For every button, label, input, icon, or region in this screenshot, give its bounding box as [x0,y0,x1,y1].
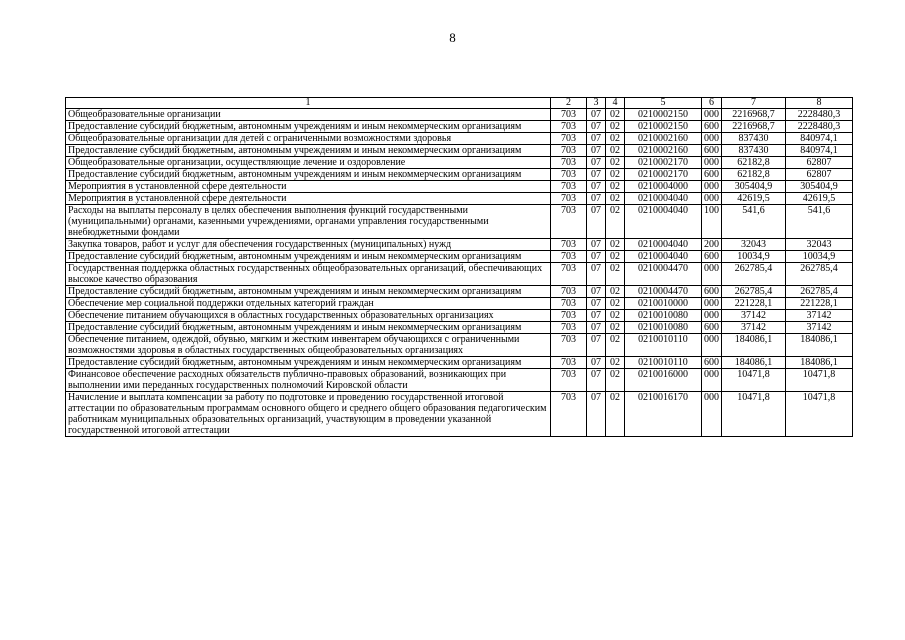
ministry-code: 703 [551,310,587,322]
row-name: Предоставление субсидий бюджетным, автономным учреждениям и иным некоммерческим организациям [66,251,551,263]
ministry-code: 703 [551,357,587,369]
subsection-code: 02 [606,286,625,298]
row-name: Предоставление субсидий бюджетным, автономным учреждениям и иным некоммерческим организациям [66,145,551,157]
section-code: 07 [587,263,606,286]
subsection-code: 02 [606,392,625,437]
row-name: Обеспечение мер социальной поддержки отдельных категорий граждан [66,298,551,310]
amount-year-1: 10034,9 [722,251,786,263]
subsection-code: 02 [606,109,625,121]
section-code: 07 [587,121,606,133]
subsection-code: 02 [606,157,625,169]
table-row [66,334,853,357]
subsection-code: 02 [606,334,625,357]
header-cell: 6 [702,98,722,109]
amount-year-2: 37142 [786,322,853,334]
section-code: 07 [587,298,606,310]
ministry-code: 703 [551,334,587,357]
ministry-code: 703 [551,145,587,157]
table-row [66,205,853,239]
target-article-code: 0210010110 [625,334,702,357]
table-row [66,239,853,251]
amount-year-2: 262785,4 [786,286,853,298]
subsection-code: 02 [606,169,625,181]
amount-year-2: 10471,8 [786,392,853,437]
ministry-code: 703 [551,263,587,286]
amount-year-1: 262785,4 [722,286,786,298]
amount-year-2: 262785,4 [786,263,853,286]
table-row [66,369,853,392]
ministry-code: 703 [551,193,587,205]
amount-year-1: 10471,8 [722,369,786,392]
amount-year-2: 221228,1 [786,298,853,310]
amount-year-2: 184086,1 [786,334,853,357]
amount-year-1: 37142 [722,310,786,322]
row-name: Государственная поддержка областных государственных общеобразовательных организаций, обеспечивающих высокое качество образования [66,263,551,286]
target-article-code: 0210002170 [625,157,702,169]
amount-year-2: 2228480,3 [786,109,853,121]
subsection-code: 02 [606,193,625,205]
ministry-code: 703 [551,251,587,263]
target-article-code: 0210004470 [625,286,702,298]
subsection-code: 02 [606,369,625,392]
target-article-code: 0210004470 [625,263,702,286]
ministry-code: 703 [551,239,587,251]
amount-year-2: 62807 [786,157,853,169]
expense-type-code: 000 [702,133,722,145]
subsection-code: 02 [606,181,625,193]
section-code: 07 [587,322,606,334]
section-code: 07 [587,392,606,437]
expense-type-code: 000 [702,369,722,392]
table-row [66,181,853,193]
amount-year-2: 10034,9 [786,251,853,263]
target-article-code: 0210004000 [625,181,702,193]
table-row [66,322,853,334]
row-name: Расходы на выплаты персоналу в целях обеспечения выполнения функций государственными (муниципальными) органами, казенными учреждениями, органами управления государственными внебюджетными фондами [66,205,551,239]
header-cell: 7 [722,98,786,109]
subsection-code: 02 [606,145,625,157]
row-name: Финансовое обеспечение расходных обязательств публично-правовых образований, возникающих при выполнении ими переданных государственных полномочий Кировской области [66,369,551,392]
amount-year-2: 32043 [786,239,853,251]
amount-year-2: 305404,9 [786,181,853,193]
amount-year-1: 62182,8 [722,169,786,181]
section-code: 07 [587,334,606,357]
table-row [66,357,853,369]
expense-type-code: 000 [702,263,722,286]
table-row [66,109,853,121]
target-article-code: 0210002170 [625,169,702,181]
section-code: 07 [587,169,606,181]
target-article-code: 0210004040 [625,205,702,239]
amount-year-1: 305404,9 [722,181,786,193]
table-row [66,145,853,157]
target-article-code: 0210002150 [625,109,702,121]
amount-year-1: 837430 [722,145,786,157]
row-name: Закупка товаров, работ и услуг для обеспечения государственных (муниципальных) нужд [66,239,551,251]
expense-type-code: 000 [702,157,722,169]
table-row [66,133,853,145]
expense-type-code: 000 [702,392,722,437]
ministry-code: 703 [551,322,587,334]
target-article-code: 0210010000 [625,298,702,310]
amount-year-2: 42619,5 [786,193,853,205]
section-code: 07 [587,133,606,145]
subsection-code: 02 [606,263,625,286]
amount-year-1: 42619,5 [722,193,786,205]
row-name: Предоставление субсидий бюджетным, автономным учреждениям и иным некоммерческим организациям [66,169,551,181]
row-name: Предоставление субсидий бюджетным, автономным учреждениям и иным некоммерческим организациям [66,357,551,369]
amount-year-1: 221228,1 [722,298,786,310]
amount-year-2: 37142 [786,310,853,322]
subsection-code: 02 [606,239,625,251]
amount-year-2: 184086,1 [786,357,853,369]
subsection-code: 02 [606,251,625,263]
expense-type-code: 000 [702,193,722,205]
row-name: Обеспечение питанием, одеждой, обувью, мягким и жестким инвентарем обучающихся с ограниченными возможностями здоровья в областных государственных общеобразовательных организациях [66,334,551,357]
table-body [66,109,853,437]
target-article-code: 0210010080 [625,322,702,334]
amount-year-1: 184086,1 [722,334,786,357]
header-cell: 3 [587,98,606,109]
expense-type-code: 000 [702,298,722,310]
row-name: Общеобразовательные организации [66,109,551,121]
expense-type-code: 000 [702,181,722,193]
amount-year-2: 840974,1 [786,145,853,157]
table-row [66,121,853,133]
section-code: 07 [587,239,606,251]
subsection-code: 02 [606,133,625,145]
ministry-code: 703 [551,109,587,121]
section-code: 07 [587,357,606,369]
subsection-code: 02 [606,357,625,369]
header-cell: 4 [606,98,625,109]
target-article-code: 0210010110 [625,357,702,369]
row-name: Предоставление субсидий бюджетным, автономным учреждениям и иным некоммерческим организациям [66,121,551,133]
target-article-code: 0210010080 [625,310,702,322]
expense-type-code: 600 [702,322,722,334]
row-name: Общеобразовательные организации для детей с ограниченными возможностями здоровья [66,133,551,145]
table-header-row [66,98,853,109]
target-article-code: 0210004040 [625,251,702,263]
subsection-code: 02 [606,121,625,133]
row-name: Предоставление субсидий бюджетным, автономным учреждениям и иным некоммерческим организациям [66,286,551,298]
ministry-code: 703 [551,369,587,392]
section-code: 07 [587,251,606,263]
target-article-code: 0210002160 [625,133,702,145]
table-row [66,251,853,263]
ministry-code: 703 [551,205,587,239]
expense-type-code: 600 [702,121,722,133]
header-cell: 2 [551,98,587,109]
table-row [66,286,853,298]
ministry-code: 703 [551,133,587,145]
amount-year-1: 2216968,7 [722,121,786,133]
section-code: 07 [587,310,606,322]
subsection-code: 02 [606,298,625,310]
ministry-code: 703 [551,298,587,310]
table-row [66,310,853,322]
section-code: 07 [587,286,606,298]
section-code: 07 [587,205,606,239]
table-row [66,193,853,205]
target-article-code: 0210016000 [625,369,702,392]
amount-year-1: 262785,4 [722,263,786,286]
expense-type-code: 600 [702,169,722,181]
row-name: Предоставление субсидий бюджетным, автономным учреждениям и иным некоммерческим организациям [66,322,551,334]
target-article-code: 0210016170 [625,392,702,437]
amount-year-2: 840974,1 [786,133,853,145]
expense-type-code: 600 [702,145,722,157]
expense-type-code: 000 [702,109,722,121]
expense-type-code: 600 [702,251,722,263]
row-name: Мероприятия в установленной сфере деятельности [66,181,551,193]
section-code: 07 [587,369,606,392]
header-cell: 1 [66,98,551,109]
expense-type-code: 000 [702,310,722,322]
header-cell: 8 [786,98,853,109]
ministry-code: 703 [551,169,587,181]
ministry-code: 703 [551,392,587,437]
amount-year-1: 837430 [722,133,786,145]
target-article-code: 0210004040 [625,239,702,251]
table-row [66,169,853,181]
row-name: Общеобразовательные организации, осуществляющие лечение и оздоровление [66,157,551,169]
amount-year-1: 37142 [722,322,786,334]
amount-year-2: 541,6 [786,205,853,239]
subsection-code: 02 [606,205,625,239]
table-row [66,263,853,286]
ministry-code: 703 [551,286,587,298]
section-code: 07 [587,193,606,205]
expense-type-code: 600 [702,357,722,369]
table-row [66,392,853,437]
amount-year-1: 10471,8 [722,392,786,437]
target-article-code: 0210002160 [625,145,702,157]
budget-table [65,97,853,437]
row-name: Начисление и выплата компенсации за работу по подготовке и проведению государственной итоговой аттестации по образовательным программам основного общего и среднего общего образования педагогическим работникам муниципальных образовательных организаций, участвующим в проведении указанной государственной итоговой аттестации [66,392,551,437]
amount-year-1: 184086,1 [722,357,786,369]
header-cell: 5 [625,98,702,109]
expense-type-code: 100 [702,205,722,239]
amount-year-2: 2228480,3 [786,121,853,133]
subsection-code: 02 [606,322,625,334]
amount-year-1: 32043 [722,239,786,251]
target-article-code: 0210004040 [625,193,702,205]
section-code: 07 [587,145,606,157]
row-name: Обеспечение питанием обучающихся в областных государственных образовательных организациях [66,310,551,322]
section-code: 07 [587,109,606,121]
ministry-code: 703 [551,181,587,193]
expense-type-code: 000 [702,334,722,357]
amount-year-1: 2216968,7 [722,109,786,121]
section-code: 07 [587,157,606,169]
expense-type-code: 200 [702,239,722,251]
subsection-code: 02 [606,310,625,322]
page-number: 8 [449,30,456,45]
target-article-code: 0210002150 [625,121,702,133]
amount-year-2: 10471,8 [786,369,853,392]
ministry-code: 703 [551,157,587,169]
row-name: Мероприятия в установленной сфере деятельности [66,193,551,205]
amount-year-1: 62182,8 [722,157,786,169]
amount-year-2: 62807 [786,169,853,181]
table-row [66,298,853,310]
table-row [66,157,853,169]
expense-type-code: 600 [702,286,722,298]
ministry-code: 703 [551,121,587,133]
section-code: 07 [587,181,606,193]
amount-year-1: 541,6 [722,205,786,239]
